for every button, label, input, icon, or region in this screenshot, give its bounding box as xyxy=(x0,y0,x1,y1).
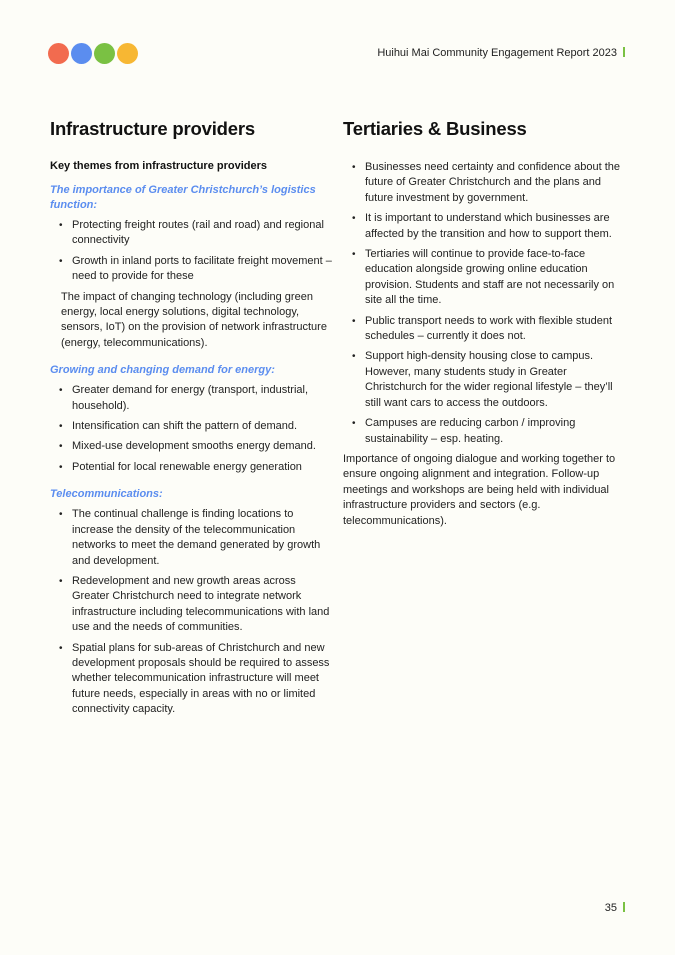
list-item: • The continual challenge is finding locations to increase the density of the telecommunication networks to meet the demand generated by growth and development. xyxy=(72,507,336,569)
infrastructure-column xyxy=(50,118,336,723)
energy-subheading: Growing and changing demand for energy: xyxy=(50,364,275,377)
list-item: • Potential for local renewable energy generation xyxy=(72,460,336,475)
telecommunications-list xyxy=(50,507,336,717)
tertiaries-list xyxy=(343,160,626,447)
telecommunications-subheading: Telecommunications: xyxy=(50,488,163,501)
page-number-text: 35 xyxy=(604,902,617,914)
list-item: • Mixed-use development smooths energy demand. xyxy=(72,439,336,454)
energy-list xyxy=(50,383,336,475)
list-item: • Tertiaries will continue to provide face-to-face education alongside growing online education provision. Students and staff are not necessarily on site all the time. xyxy=(365,247,626,309)
logo-circle-red-icon xyxy=(48,43,69,64)
list-item: • Redevelopment and new growth areas across Greater Christchurch need to integrate network infrastructure including telecommunications with land use and the needs of communities. xyxy=(72,574,336,636)
page-number-accent-bar xyxy=(623,902,625,912)
header-title xyxy=(377,47,625,59)
infrastructure-heading: Infrastructure providers xyxy=(50,118,255,139)
list-item: • Intensification can shift the pattern of demand. xyxy=(72,419,336,434)
header-title-text: Huihui Mai Community Engagement Report 2023 xyxy=(377,47,617,59)
list-item: • Greater demand for energy (transport, industrial, household). xyxy=(72,383,336,414)
logistics-subheading: The importance of Greater Christchurch’s logistics function: xyxy=(50,184,316,211)
tertiaries-column xyxy=(343,118,626,529)
tertiaries-heading: Tertiaries & Business xyxy=(343,118,527,139)
list-item: • Protecting freight routes (rail and road) and regional connectivity xyxy=(72,218,336,249)
header-accent-bar xyxy=(623,47,625,57)
logo-circle-yellow-icon xyxy=(117,43,138,64)
key-themes-title: Key themes from infrastructure providers xyxy=(50,160,268,172)
list-item: • Businesses need certainty and confidence about the future of Greater Christchurch and the plans and future investment by government. xyxy=(365,160,626,206)
list-item: • Growth in inland ports to facilitate freight movement – need to provide for these xyxy=(72,254,336,285)
list-item: • Support high-density housing close to campus. However, many students study in Greater Christchurch for the wider regional lifestyle – they’ll still want cars to access the outdoors. xyxy=(365,349,626,411)
list-item: • Spatial plans for sub-areas of Christchurch and new development proposals should be required to assess whether telecommunication infrastructure will meet future needs, especially in areas with no or limited connectivity capacity. xyxy=(72,641,336,718)
page-number xyxy=(605,902,625,914)
list-item: • It is important to understand which businesses are affected by the transition and how to support them. xyxy=(365,211,626,242)
logo-circle-green-icon xyxy=(94,43,115,64)
logo-circle-blue-icon xyxy=(71,43,92,64)
list-item: • Campuses are reducing carbon / improving sustainability – esp. heating. xyxy=(365,416,626,447)
list-item: • Public transport needs to work with flexible student schedules – currently it does not. xyxy=(365,314,626,345)
logistics-list xyxy=(50,218,336,285)
technology-paragraph: The impact of changing technology (including green energy, local energy solutions, digital technology, sensors, IoT) on the provision of network infrastructure (energy, telecommunications). xyxy=(61,290,327,349)
report-logo xyxy=(48,43,138,64)
dialogue-paragraph: Importance of ongoing dialogue and working together to ensure ongoing alignment and integration. Follow-up meetings and workshops are being held with individual infrastructure providers and sectors (e.g. telecommunications). xyxy=(343,452,616,527)
